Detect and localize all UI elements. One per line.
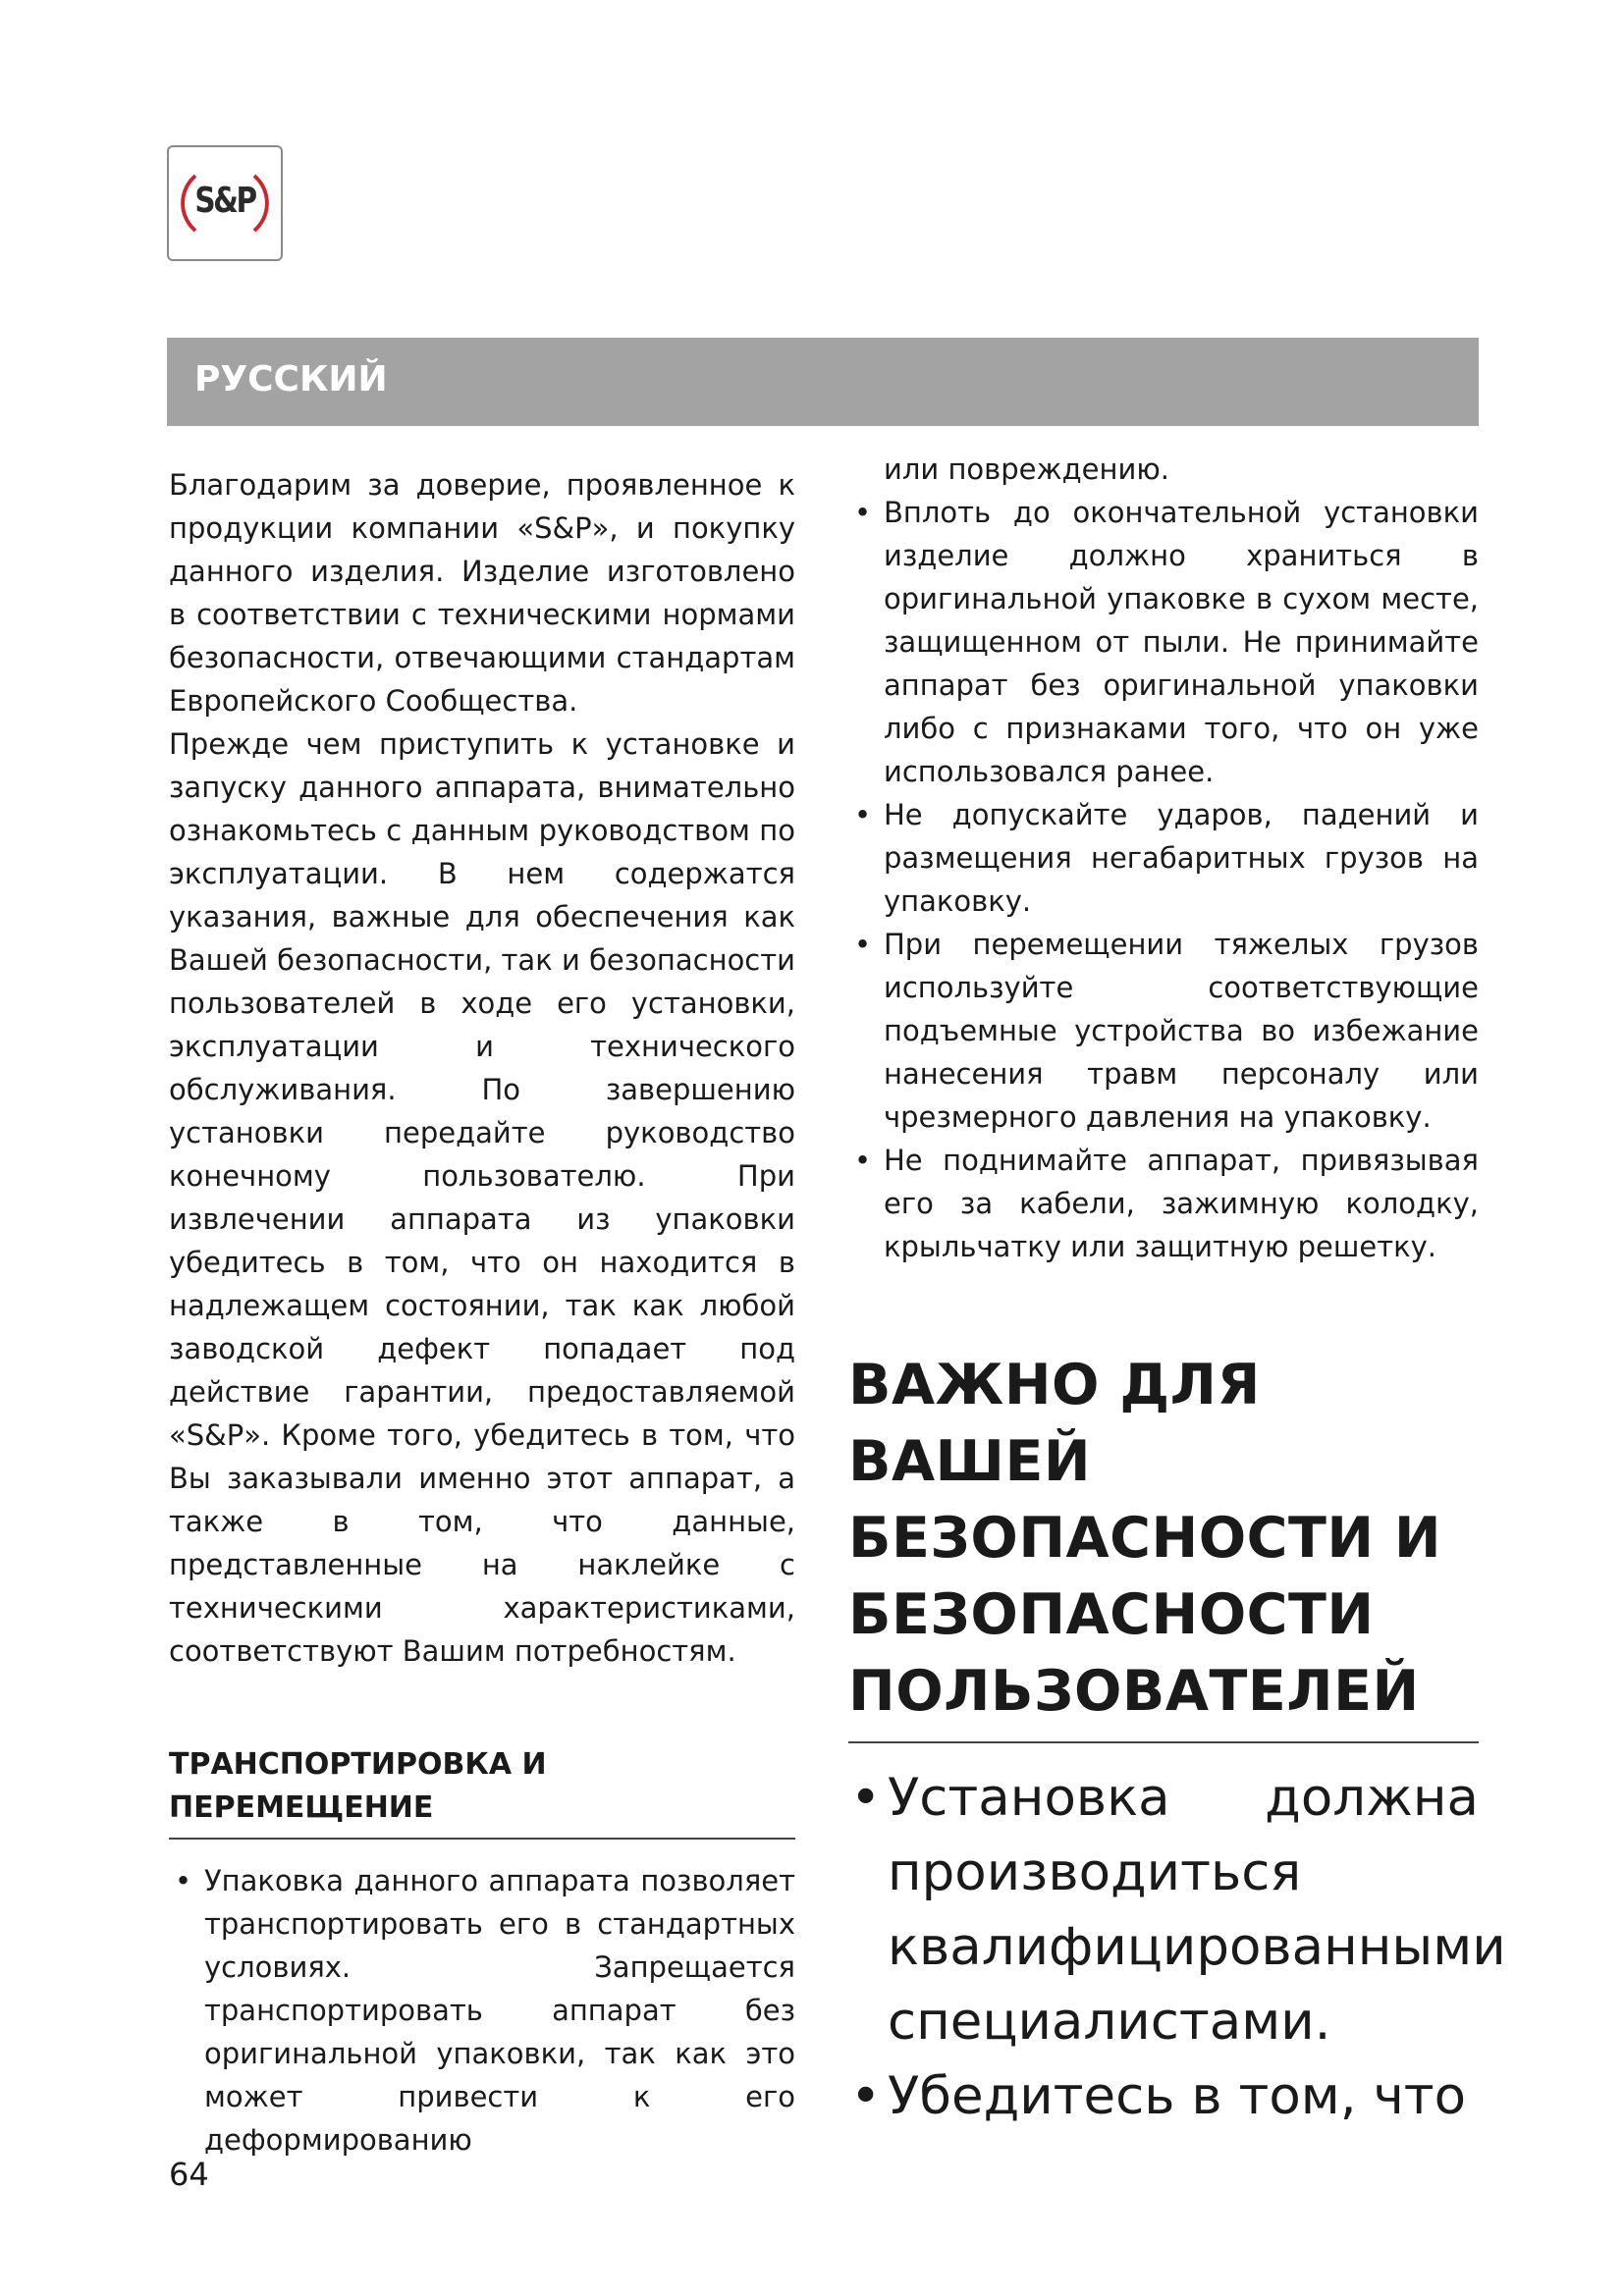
safety-heading	[848, 1347, 1479, 1730]
safety-heading-line-1: ВАЖНО ДЛЯ ВАШЕЙ	[848, 1353, 1261, 1494]
list-item-text: Установка должна производиться квалифицированными специалистами.	[888, 1768, 1506, 2052]
list-item-continuation: или повреждению.	[884, 453, 1169, 486]
list-item	[848, 923, 1479, 1139]
bullet-icon: •	[854, 928, 872, 961]
bullet-icon: •	[850, 1768, 882, 1828]
list-item	[848, 1139, 1479, 1268]
transport-heading	[169, 1743, 795, 1830]
list-item-text: Убедитесь в том, что	[888, 2066, 1467, 2126]
list-item	[848, 2059, 1479, 2134]
safety-heading-line-4: ПОЛЬЗОВАТЕЛЕЙ	[848, 1659, 1420, 1724]
bullet-icon: •	[850, 2066, 882, 2126]
safety-heading-line-2: БЕЗОПАСНОСТИ И	[848, 1506, 1442, 1571]
logo-text: S&P	[194, 181, 255, 221]
list-item-text: Вплоть до окончательной установки изделие должно храниться в оригинальной упаковке в сухом месте, защищенном от пыли. Не принимайте аппарат без оригинальной упаковки либо с признаками того, что он уже использовался ранее.	[884, 496, 1479, 788]
intro-paragraph-2: Прежде чем приступить к установке и запуску данного аппарата, внимательно ознакомьтесь с данным руководством по эксплуатации. В нем содержатся указания, важные для обеспечения как Вашей безопасности, так и безопасности пользователей в ходе его установки, эксплуатации и технического обслуживания. По завершению установки передайте руководство конечному пользователю. При извлечении аппарата из упаковки убедитесь в том, что он находится в надлежащем состоянии, так как любой заводской дефект попадает под действие гарантии, предоставляемой «S&P». Кроме того, убедитесь в том, что Вы заказывали именно этот аппарат, а также в том, что данные, представленные на наклейке с техническими характеристиками, соответствуют Вашим потребностям.	[169, 727, 795, 1668]
list-item	[848, 491, 1479, 793]
section-divider	[169, 1838, 795, 1840]
transport-list-part-1	[169, 1859, 795, 2162]
brand-logo	[167, 145, 283, 261]
list-item-text: Не допускайте ударов, падений и размещения негабаритных грузов на упаковку.	[884, 798, 1479, 918]
intro-paragraph-1: Благодарим за доверие, проявленное к продукции компании «S&P», и покупку данного изделия. Изделие изготовлено в соответствии с техническими нормами безопасности, отвечающими стандартам Европейского Сообщества.	[169, 468, 795, 718]
list-item-text: Не поднимайте аппарат, привязывая его за кабели, зажимную колодку, крыльчатку или защитную решетку.	[884, 1144, 1479, 1263]
right-column	[848, 453, 1506, 2134]
bullet-icon: •	[854, 496, 872, 529]
language-banner	[167, 338, 1479, 426]
list-item	[169, 1859, 795, 2162]
bullet-icon: •	[854, 1144, 872, 1177]
bullet-icon: •	[175, 1864, 192, 1897]
bullet-icon: •	[854, 798, 872, 831]
list-item	[848, 1761, 1506, 2059]
section-divider	[848, 1741, 1479, 1743]
transport-heading-line-1: ТРАНСПОРТИРОВКА И	[169, 1747, 547, 1782]
safety-list	[848, 1761, 1506, 2134]
transport-list-part-2	[848, 491, 1479, 1268]
safety-heading-line-3: БЕЗОПАСНОСТИ	[848, 1582, 1375, 1647]
left-column	[169, 463, 795, 2162]
transport-heading-line-2: ПЕРЕМЕЩЕНИЕ	[169, 1790, 434, 1825]
page-number: 64	[169, 2156, 209, 2193]
list-item-text: Упаковка данного аппарата позволяет транспортировать его в стандартных условиях. Запрещается транспортировать аппарат без оригинальной упаковки, так как это может привести к его деформированию	[204, 1864, 795, 2157]
list-item-text: При перемещении тяжелых грузов используйте соответствующие подъемные устройства во избежание нанесения травм персоналу или чрезмерного давления на упаковку.	[884, 928, 1479, 1134]
language-label: РУССКИЙ	[194, 359, 388, 400]
list-item	[848, 793, 1479, 923]
